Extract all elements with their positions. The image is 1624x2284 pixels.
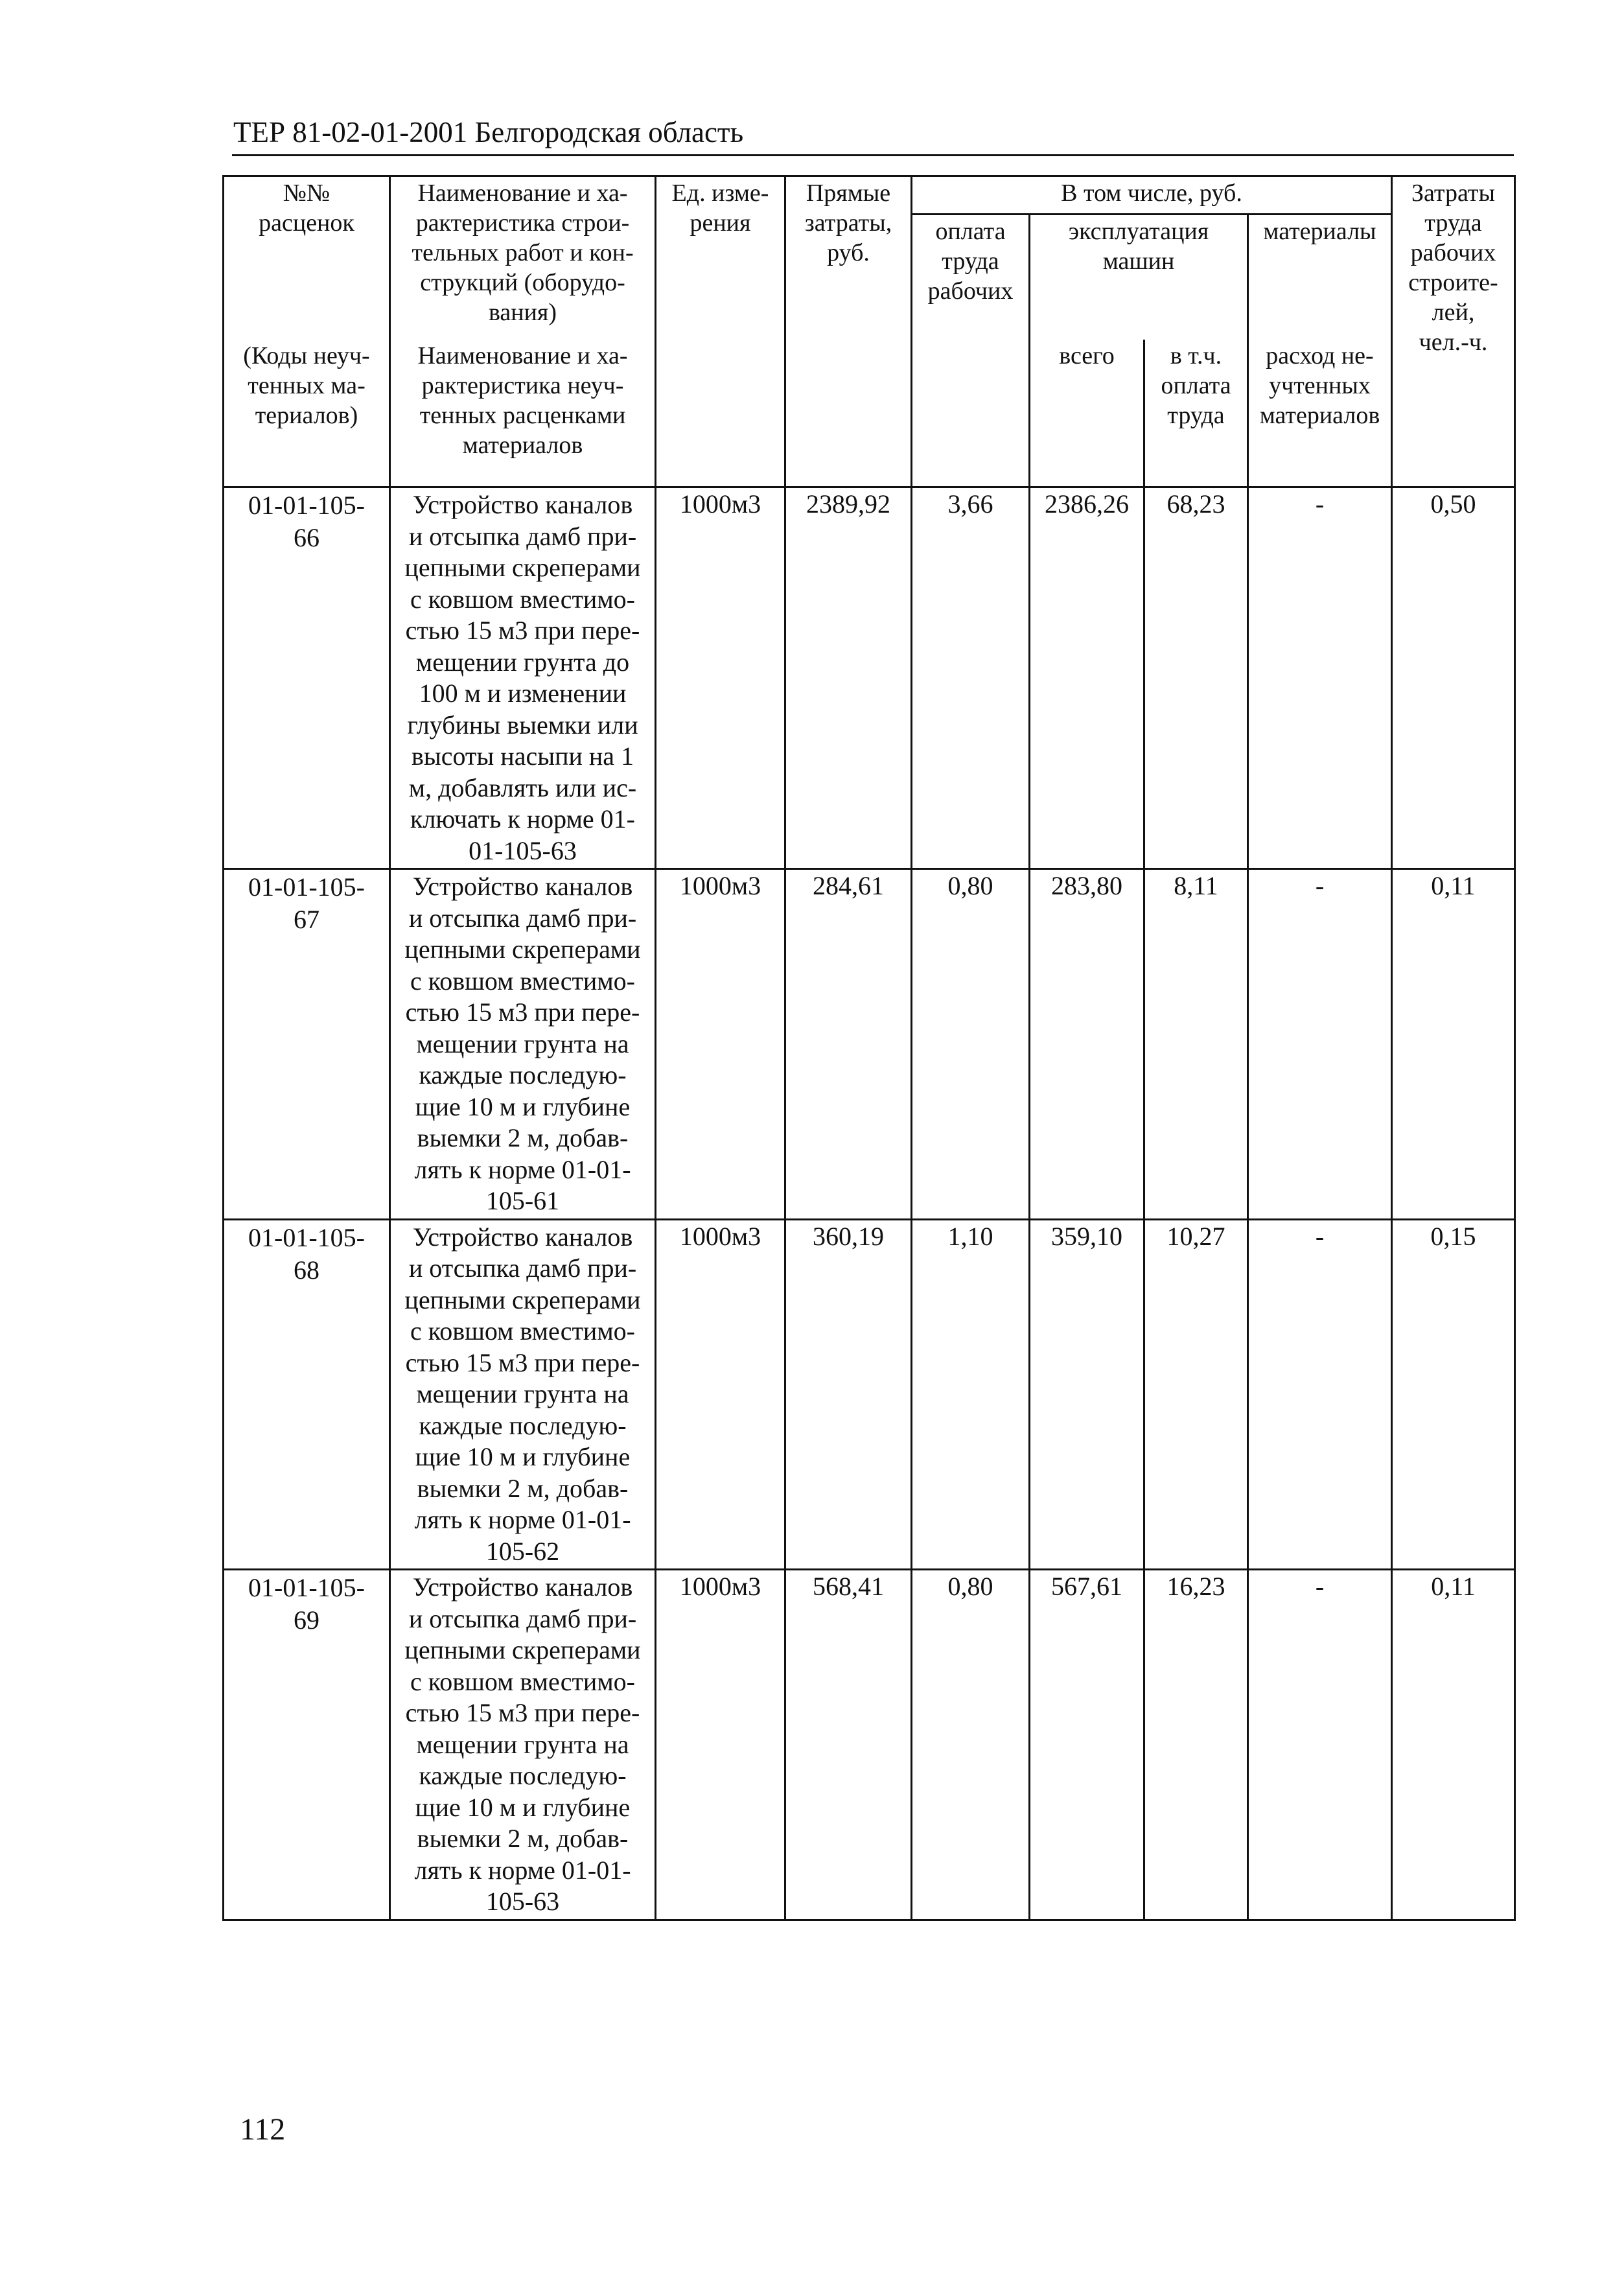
table-row: [224, 869, 1515, 1220]
table-body: [224, 487, 1515, 1920]
header-codes: (Коды неуч- тенных ма- териалов): [224, 340, 390, 487]
wage-cell: 0,80: [912, 1570, 1030, 1920]
materials-cell: -: [1248, 487, 1392, 869]
rates-table: [222, 175, 1516, 1921]
work-description: Устройство каналов и отсыпка дамб при- цепными скреперами с ковшом вместимо- стью 15 м3 при пере- мещении грунта на каждые последую- щие 10 м и глубине выемки 2 м, добав- лять к норме 01-01- 105-61: [390, 869, 656, 1220]
header-machine-total: всего: [1030, 340, 1144, 487]
table-row: [224, 1219, 1515, 1570]
header-including: В том числе, руб.: [912, 176, 1392, 215]
work-description: Устройство каналов и отсыпка дамб при- цепными скреперами с ковшом вместимо- стью 15 м3 при пере- мещении грунта до 100 м и изменении глубины выемки или высоты насыпи на 1 м, добавлять или ис- ключать к норме 01- 01-105-63: [390, 487, 656, 869]
table-row: [224, 487, 1515, 869]
machine-wage-cell: 8,11: [1144, 869, 1248, 1220]
header-name: Наименование и ха- рактеристика строи- тельных работ и кон- струкций (оборудо- вания): [390, 176, 656, 340]
materials-cell: -: [1248, 1219, 1392, 1570]
header-machine-wage: в т.ч. оплата труда: [1144, 340, 1248, 487]
machine-wage-cell: 10,27: [1144, 1219, 1248, 1570]
header-unaccounted-name: Наименование и ха- рактеристика неуч- тенных расценками материалов: [390, 340, 656, 487]
header-rate-no: №№ расценок: [224, 176, 390, 340]
rate-code: 01-01-105- 66: [224, 487, 390, 869]
direct-cost-cell: 284,61: [785, 869, 912, 1220]
machine-wage-cell: 68,23: [1144, 487, 1248, 869]
wage-cell: 0,80: [912, 869, 1030, 1220]
machine-total-cell: 2386,26: [1030, 487, 1144, 869]
machine-total-cell: 283,80: [1030, 869, 1144, 1220]
unit-cell: 1000м3: [656, 1219, 785, 1570]
materials-cell: -: [1248, 1570, 1392, 1920]
direct-cost-cell: 2389,92: [785, 487, 912, 869]
labor-cost-cell: 0,50: [1392, 487, 1515, 869]
header-materials: материалы: [1248, 215, 1392, 340]
wage-cell: 1,10: [912, 1219, 1030, 1570]
header-wage: оплата труда рабочих: [912, 215, 1030, 487]
direct-cost-cell: 360,19: [785, 1219, 912, 1570]
rate-code: 01-01-105- 69: [224, 1570, 390, 1920]
unit-cell: 1000м3: [656, 487, 785, 869]
header-machine: эксплуатация машин: [1030, 215, 1248, 340]
header-rule: [232, 154, 1514, 156]
labor-cost-cell: 0,15: [1392, 1219, 1515, 1570]
header-direct-cost: Прямые затраты, руб.: [785, 176, 912, 487]
page-header: ТЕР 81-02-01-2001 Белгородская область: [233, 116, 744, 148]
wage-cell: 3,66: [912, 487, 1030, 869]
table-row: [224, 1570, 1515, 1920]
materials-cell: -: [1248, 869, 1392, 1220]
header-labor-cost: Затраты труда рабочих строите- лей, чел.-ч.: [1392, 176, 1515, 487]
direct-cost-cell: 568,41: [785, 1570, 912, 1920]
machine-total-cell: 567,61: [1030, 1570, 1144, 1920]
rate-code: 01-01-105- 67: [224, 869, 390, 1220]
rate-code: 01-01-105- 68: [224, 1219, 390, 1570]
labor-cost-cell: 0,11: [1392, 1570, 1515, 1920]
page-number: 112: [240, 2112, 286, 2147]
work-description: Устройство каналов и отсыпка дамб при- цепными скреперами с ковшом вместимо- стью 15 м3 при пере- мещении грунта на каждые последую- щие 10 м и глубине выемки 2 м, добав- лять к норме 01-01- 105-62: [390, 1219, 656, 1570]
machine-wage-cell: 16,23: [1144, 1570, 1248, 1920]
unit-cell: 1000м3: [656, 1570, 785, 1920]
unit-cell: 1000м3: [656, 869, 785, 1220]
header-unaccounted-consumption: расход не- учтенных материалов: [1248, 340, 1392, 487]
machine-total-cell: 359,10: [1030, 1219, 1144, 1570]
labor-cost-cell: 0,11: [1392, 869, 1515, 1220]
header-unit: Ед. изме- рения: [656, 176, 785, 487]
work-description: Устройство каналов и отсыпка дамб при- цепными скреперами с ковшом вместимо- стью 15 м3 при пере- мещении грунта на каждые последую- щие 10 м и глубине выемки 2 м, добав- лять к норме 01-01- 105-63: [390, 1570, 656, 1920]
